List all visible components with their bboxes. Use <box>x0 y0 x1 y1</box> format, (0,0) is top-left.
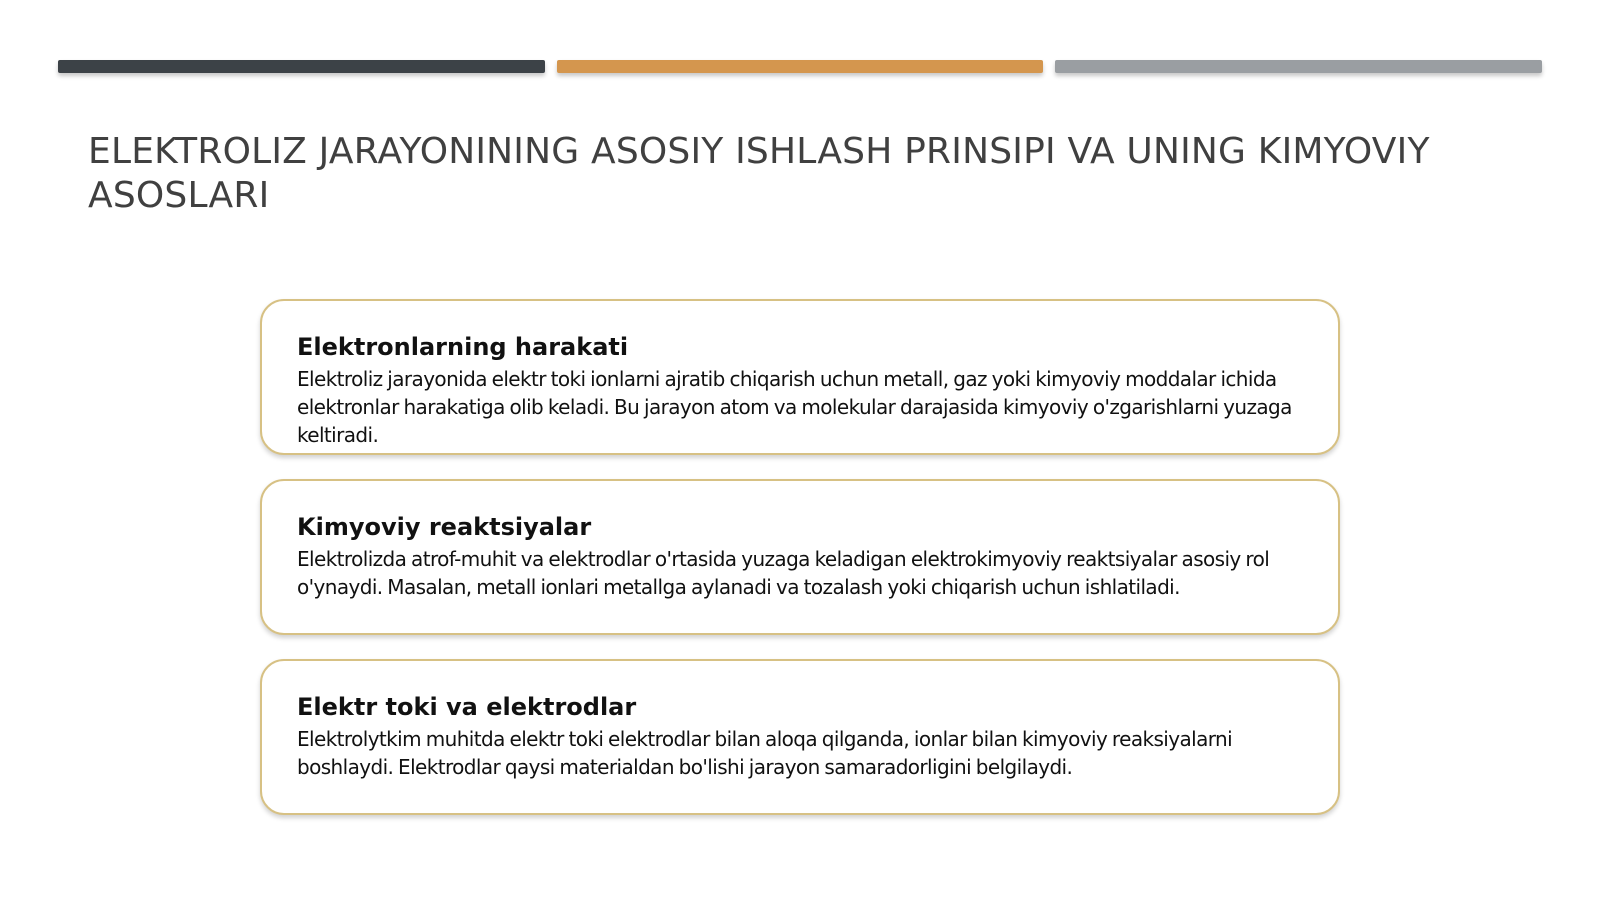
card-list <box>260 299 1340 839</box>
card-body: Elektrolytkim muhitda elektr toki elektrodlar bilan aloqa qilganda, ionlar bilan kimyoviy reaksiyalarni boshlaydi. Elektrodlar qaysi materialdan bo'lishi jarayon samaradorligini belgilaydi. <box>297 727 1233 779</box>
accent-bar-dark <box>58 60 545 73</box>
card-title: Elektr toki va elektrodlar <box>297 693 637 721</box>
card-title: Kimyoviy reaktsiyalar <box>297 513 592 541</box>
card-title: Elektronlarning harakati <box>297 333 629 361</box>
card-chemical-reactions <box>260 479 1340 635</box>
card-body: Elektroliz jarayonida elektr toki ionlarni ajratib chiqarish uchun metall, gaz yoki kimyoviy moddalar ichida elektronlar harakatiga olib keladi. Bu jarayon atom va molekular darajasida kimyoviy o'zgarishlarni yuzaga keltiradi. <box>297 367 1292 447</box>
card-electron-movement <box>260 299 1340 455</box>
card-body: Elektrolizda atrof-muhit va elektrodlar o'rtasida yuzaga keladigan elektrokimyoviy reaktsiyalar asosiy rol o'ynaydi. Masalan, metall ionlari metallga aylanadi va tozalash yoki chiqarish uchun ishlatiladi. <box>297 547 1270 599</box>
slide-title: ELEKTROLIZ JARAYONINING ASOSIY ISHLASH PRINSIPI VA UNING KIMYOVIY ASOSLARI <box>88 131 1430 216</box>
card-current-and-electrodes <box>260 659 1340 815</box>
accent-bar-orange <box>557 60 1043 73</box>
accent-bar-gray <box>1055 60 1542 73</box>
